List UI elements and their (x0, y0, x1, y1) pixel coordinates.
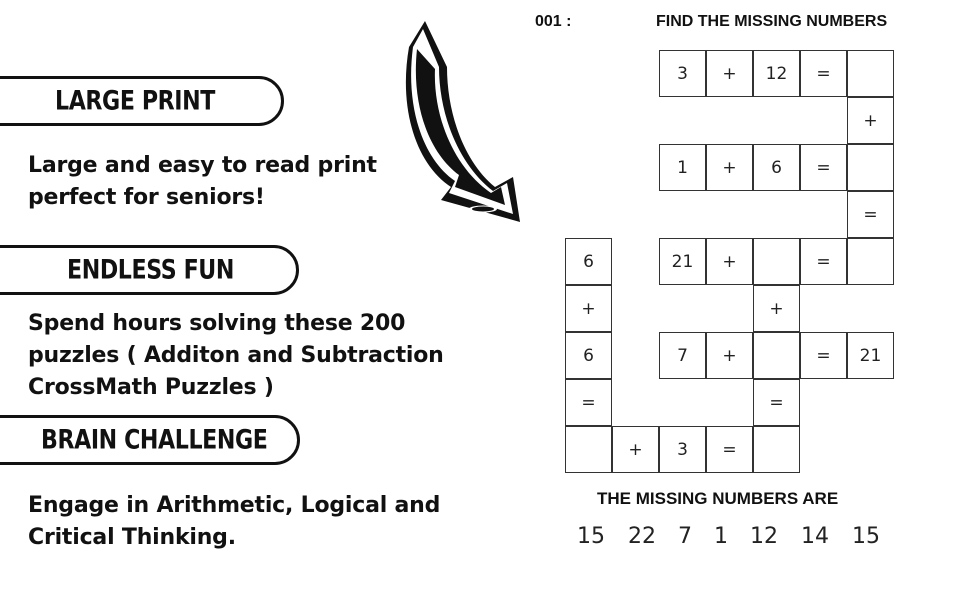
feature-title: ENDLESS FUN (67, 254, 234, 286)
grid-cell (753, 238, 800, 285)
answer-number: 15 (852, 524, 880, 549)
feature-pill-large-print (0, 76, 284, 126)
answer-number: 7 (678, 524, 692, 549)
feature-pill-endless-fun (0, 245, 299, 295)
grid-cell: + (565, 285, 612, 332)
grid-cell: = (800, 50, 847, 97)
grid-cell: 3 (659, 50, 706, 97)
grid-cell: 3 (659, 426, 706, 473)
grid-cell: + (706, 50, 753, 97)
text-line: Spend hours solving these 200 (28, 311, 406, 336)
text-line: Critical Thinking. (28, 525, 236, 550)
text-line: perfect for seniors! (28, 185, 265, 210)
grid-cell: + (706, 144, 753, 191)
grid-cell: 21 (847, 332, 894, 379)
puzzle-title: FIND THE MISSING NUMBERS (656, 13, 888, 30)
grid-cell: + (706, 238, 753, 285)
grid-cell: 6 (753, 144, 800, 191)
answers-title: THE MISSING NUMBERS ARE (597, 489, 839, 508)
grid-cell: = (706, 426, 753, 473)
grid-cell: 12 (753, 50, 800, 97)
grid-cell (565, 426, 612, 473)
feature-text-large-print (28, 150, 377, 214)
grid-cell (847, 144, 894, 191)
text-line: Engage in Arithmetic, Logical and (28, 493, 441, 518)
answer-number: 22 (628, 524, 656, 549)
feature-title: BRAIN CHALLENGE (41, 424, 268, 456)
grid-cell: + (612, 426, 659, 473)
grid-cell: 7 (659, 332, 706, 379)
grid-cell (847, 238, 894, 285)
grid-cell: + (847, 97, 894, 144)
answer-number: 1 (714, 524, 728, 549)
grid-cell: = (800, 144, 847, 191)
grid-cell: = (800, 238, 847, 285)
grid-cell: 1 (659, 144, 706, 191)
grid-cell: 21 (659, 238, 706, 285)
grid-cell: + (753, 285, 800, 332)
feature-pill-brain-challenge (0, 415, 300, 465)
grid-cell (753, 426, 800, 473)
feature-title: LARGE PRINT (55, 85, 215, 117)
grid-cell: + (706, 332, 753, 379)
text-line: CrossMath Puzzles ) (28, 375, 274, 400)
feature-text-endless-fun (28, 308, 444, 404)
answer-number: 15 (577, 524, 605, 549)
text-line: Large and easy to read print (28, 153, 377, 178)
grid-cell: = (847, 191, 894, 238)
puzzle-number: 001 : (535, 13, 572, 30)
grid-cell: = (753, 379, 800, 426)
text-line: puzzles ( Additon and Subtraction (28, 343, 444, 368)
grid-cell (753, 332, 800, 379)
curved-arrow-icon (395, 15, 535, 230)
answer-number: 14 (801, 524, 829, 549)
grid-cell (847, 50, 894, 97)
grid-cell: = (800, 332, 847, 379)
grid-cell: = (565, 379, 612, 426)
answer-number: 12 (750, 524, 778, 549)
feature-text-brain-challenge (28, 490, 440, 554)
grid-cell: 6 (565, 332, 612, 379)
grid-cell: 6 (565, 238, 612, 285)
